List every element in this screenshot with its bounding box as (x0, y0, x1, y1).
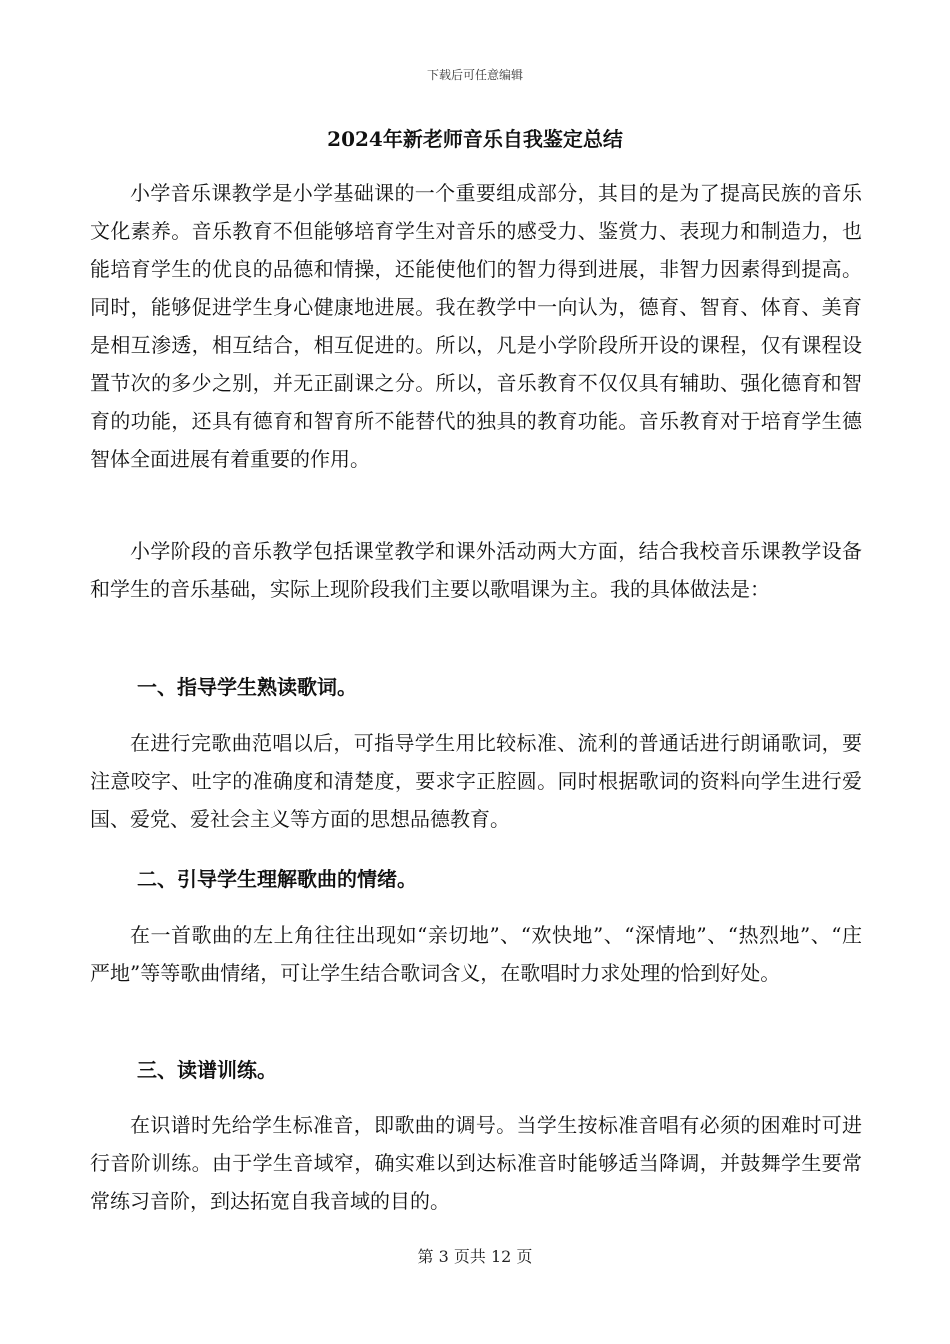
header-note: 下载后可任意编辑 (426, 68, 523, 82)
section-heading-3: 三、读谱训练。 (137, 1058, 277, 1082)
section-heading-2: 二、引导学生理解歌曲的情绪。 (137, 867, 417, 891)
paragraph-lyrics (90, 724, 862, 838)
section-heading-1: 一、指导学生熟读歌词。 (137, 675, 357, 699)
paragraph-text: 在进行完歌曲范唱以后，可指导学生用比较标准、流利的普通话进行朗诵歌词，要注意咬字、吐字的准确度和清楚度，要求字正腔圆。同时根据歌词的资料向学生进行爱国、爱党、爱社会主义等方面的思想品德教育。 (90, 731, 862, 831)
paragraph-text: 小学音乐课教学是小学基础课的一个重要组成部分，其目的是为了提高民族的音乐文化素养。音乐教育不但能够培育学生对音乐的感受力、鉴赏力、表现力和制造力，也能培育学生的优良的品德和情操，还能使他们的智力得到进展，非智力因素得到提高。同时，能够促进学生身心健康地进展。我在教学中一向认为，德育、智育、体育、美育是相互渗透，相互结合，相互促进的。所以，凡是小学阶段所开设的课程，仅有课程设置节次的多少之别，并无正副课之分。所以，音乐教育不仅仅具有辅助、强化德育和智育的功能，还具有德育和智育所不能替代的独具的教育功能。音乐教育对于培育学生德智体全面进展有着重要的作用。 (90, 181, 862, 471)
paragraph-text: 在识谱时先给学生标准音，即歌曲的调号。当学生按标准音唱有必须的困难时可进行音阶训练。由于学生音域窄，确实难以到达标准音时能够适当降调，并鼓舞学生要常常练习音阶，到达拓宽自我音域的目的。 (90, 1113, 862, 1213)
paragraph-emotion (90, 916, 862, 992)
paragraph-intro (90, 174, 862, 478)
paragraph-approach (90, 532, 862, 608)
page-number: 第 3 页共 12 页 (417, 1247, 533, 1266)
document-title: 2024年新老师音乐自我鉴定总结 (327, 127, 623, 151)
paragraph-reading (90, 1106, 862, 1220)
paragraph-text: 小学阶段的音乐教学包括课堂教学和课外活动两大方面，结合我校音乐课教学设备和学生的音乐基础，实际上现阶段我们主要以歌唱课为主。我的具体做法是： (90, 539, 862, 601)
paragraph-text: 在一首歌曲的左上角往往出现如“亲切地”、“欢快地”、“深情地”、“热烈地”、“庄严地”等等歌曲情绪，可让学生结合歌词含义，在歌唱时力求处理的恰到好处。 (90, 923, 862, 985)
